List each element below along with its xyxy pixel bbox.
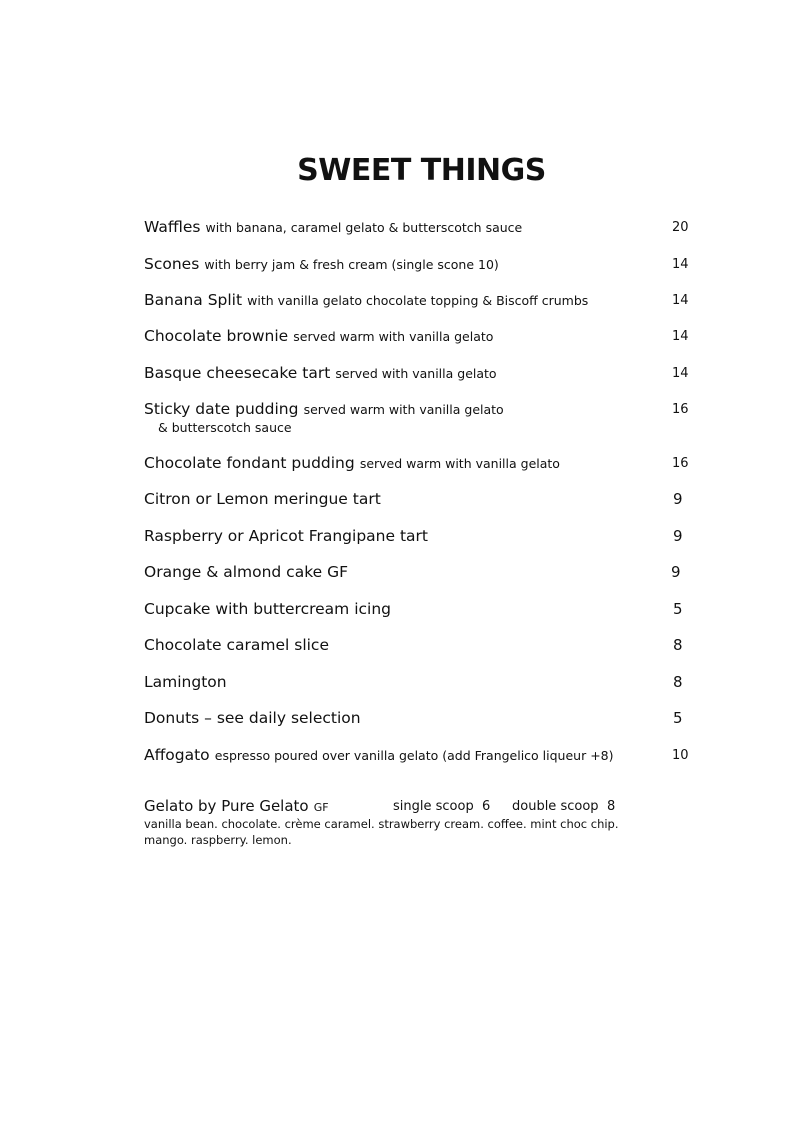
menu-item-orange-almond-cake <box>144 562 704 581</box>
menu-title: SWEET THINGS <box>297 153 546 188</box>
item-price: 14 <box>672 257 689 272</box>
menu-item-chocolate-brownie <box>144 326 704 345</box>
menu-item-lemon-meringue-tart <box>144 489 704 508</box>
menu-item-cupcake <box>144 599 704 618</box>
menu-item-sticky-date-pudding <box>144 399 704 418</box>
menu-item-chocolate-fondant <box>144 453 704 472</box>
item-name: Waffles <box>144 218 201 236</box>
item-name: Cupcake with buttercream icing <box>144 600 392 618</box>
menu-item-scones <box>144 254 704 273</box>
item-price: 5 <box>673 600 683 618</box>
item-price: 16 <box>672 456 689 471</box>
item-description: served warm with vanilla gelato <box>303 402 504 417</box>
item-description-continued: & butterscotch sauce <box>158 420 292 435</box>
gelato-flavours: vanilla bean. chocolate. crème caramel. strawberry cream. coffee. mint choc chip. mango. raspberry. lemon. <box>144 817 619 847</box>
item-description: served warm with vanilla gelato <box>359 456 560 471</box>
item-description: served warm with vanilla gelato <box>293 329 494 344</box>
menu-item-lamington <box>144 672 704 691</box>
gelato-single-label: single scoop <box>393 799 474 814</box>
item-price: 20 <box>672 220 689 235</box>
item-price: 9 <box>673 527 683 545</box>
item-price: 10 <box>672 748 689 763</box>
item-name: Lamington <box>144 673 227 691</box>
item-price: 14 <box>672 329 689 344</box>
menu-item-frangipane-tart <box>144 526 704 545</box>
menu-item-affogato <box>144 745 704 764</box>
item-price: 5 <box>673 709 683 727</box>
item-description: with banana, caramel gelato & butterscotch sauce <box>205 220 523 235</box>
item-price: 9 <box>671 563 681 581</box>
item-price: 16 <box>672 402 689 417</box>
gelato-name: Gelato by Pure Gelato <box>144 797 309 815</box>
menu-item-basque-cheesecake <box>144 363 704 382</box>
item-name: Basque cheesecake tart <box>144 364 331 382</box>
item-name: Chocolate fondant pudding <box>144 454 355 472</box>
item-price: 14 <box>672 366 689 381</box>
menu-item-caramel-slice <box>144 635 704 654</box>
menu-item-donuts <box>144 708 704 727</box>
item-name: Chocolate caramel slice <box>144 636 329 654</box>
gelato-double-price: 8 <box>607 799 616 814</box>
item-price: 14 <box>672 293 689 308</box>
item-name: Donuts – see daily selection <box>144 709 361 727</box>
gelato-heading <box>144 796 329 815</box>
item-description: served with vanilla gelato <box>335 366 497 381</box>
item-name: Chocolate brownie <box>144 327 289 345</box>
item-name: Banana Split <box>144 291 243 309</box>
item-description: with berry jam & fresh cream (single scone 10) <box>204 257 499 272</box>
item-description: espresso poured over vanilla gelato (add Frangelico liqueur +8) <box>214 748 614 763</box>
menu-item-banana-split <box>144 290 704 309</box>
gelato-gf-badge: GF <box>313 801 329 814</box>
item-name: Sticky date pudding <box>144 400 299 418</box>
gelato-double-label: double scoop <box>512 799 599 814</box>
item-price: 8 <box>673 673 683 691</box>
item-name: Raspberry or Apricot Frangipane tart <box>144 527 428 545</box>
menu-item-waffles <box>144 217 704 236</box>
item-name: Affogato <box>144 746 210 764</box>
item-name: Orange & almond cake GF <box>144 563 349 581</box>
item-price: 9 <box>673 490 683 508</box>
item-description: with vanilla gelato chocolate topping & Biscoff crumbs <box>247 293 589 308</box>
item-name: Scones <box>144 255 200 273</box>
item-name: Citron or Lemon meringue tart <box>144 490 381 508</box>
item-price: 8 <box>673 636 683 654</box>
gelato-single-price: 6 <box>482 799 491 814</box>
